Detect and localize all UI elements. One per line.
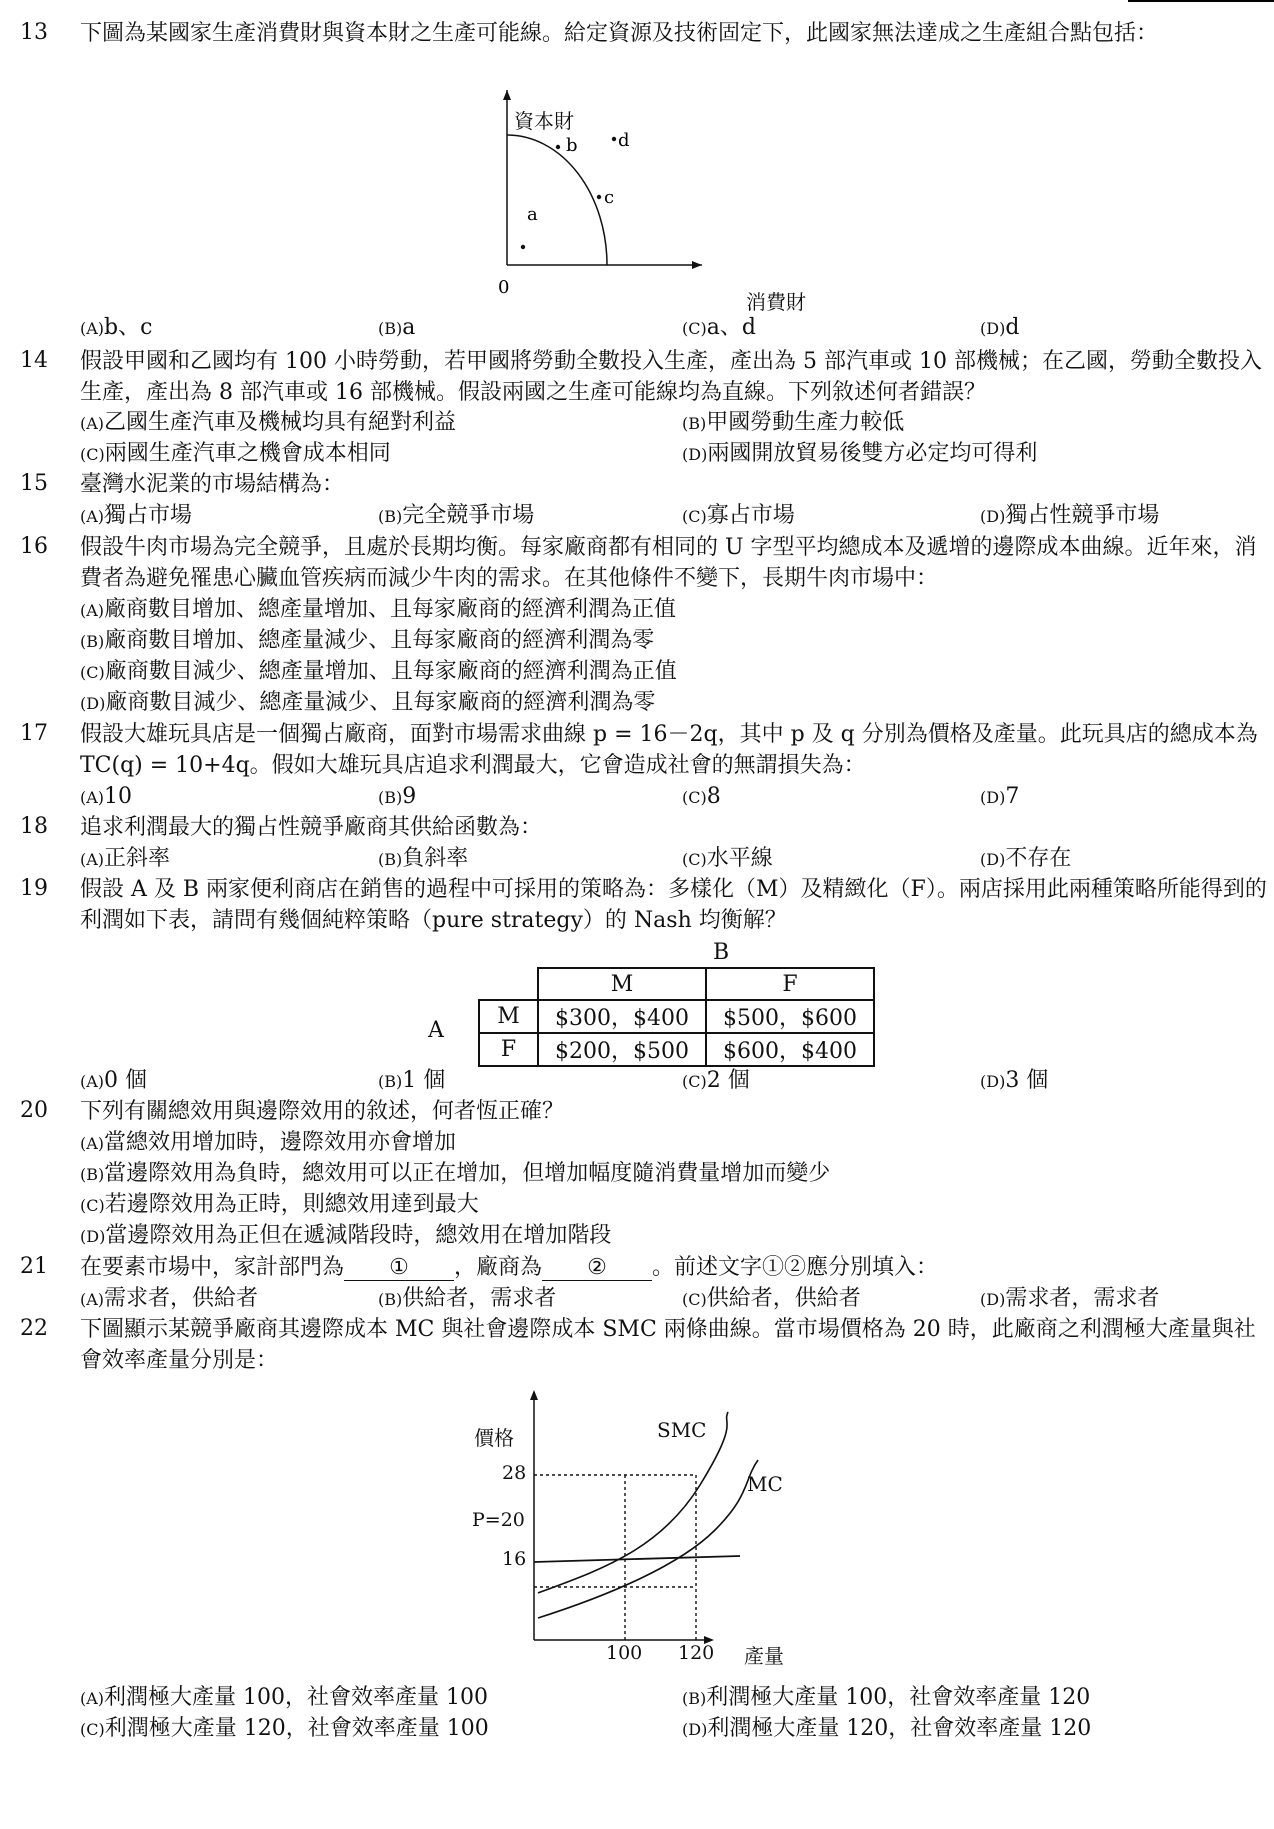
options-14-row1: [80, 407, 1270, 438]
col-header-m: M: [538, 968, 706, 1000]
point-d-label: d: [618, 130, 630, 151]
options-17: [80, 781, 1270, 812]
payoff-cell: $600，$400: [706, 1033, 874, 1066]
question-text: 下列有關總效用與邊際效用的敘述，何者恆正確？: [80, 1099, 565, 1124]
x-axis-arrow: [692, 261, 702, 269]
option-b[interactable]: (B)供給者，需求者: [378, 1286, 557, 1311]
question-text: 下圖為某國家生產消費財與資本財之生產可能線。給定資源及技術固定下，此國家無法達成之生產組合點包括：: [80, 21, 1159, 46]
question-number: 22: [20, 1316, 48, 1341]
point-b-dot: [556, 145, 560, 149]
question-number: 17: [20, 721, 48, 746]
y-tick-16: 16: [502, 1548, 527, 1570]
question-text: 追求利潤最大的獨占性競爭廠商其供給函數為：: [80, 815, 543, 840]
option-d[interactable]: (D)廠商數目減少、總產量減少、且每家廠商的經濟利潤為零: [80, 690, 656, 715]
options-13: [80, 312, 1270, 343]
option-d[interactable]: (D)7: [980, 784, 1020, 809]
options-14-row2: [80, 438, 1270, 469]
option-c[interactable]: (C)水平線: [682, 846, 773, 871]
option-d[interactable]: (D)不存在: [980, 846, 1072, 871]
origin-label: 0: [498, 277, 510, 298]
x-tick-100: 100: [606, 1642, 643, 1664]
option-a[interactable]: (A)正斜率: [80, 846, 171, 871]
options-22-row1: [80, 1682, 1270, 1713]
options-18: [80, 843, 1270, 874]
blank-2: ②: [542, 1256, 652, 1281]
payoff-cell: $200，$500: [538, 1033, 706, 1066]
y-axis-label: 價格: [474, 1426, 514, 1450]
option-c[interactable]: (C)寡占市場: [682, 503, 795, 528]
col-header-f: F: [706, 968, 874, 1000]
question-number: 14: [20, 348, 48, 373]
smc-label: SMC: [657, 1418, 707, 1442]
payoff-cell: $300，$400: [538, 1000, 706, 1033]
option-d[interactable]: (D)當邊際效用為正但在遞減階段時，總效用在增加階段: [80, 1223, 612, 1248]
option-c[interactable]: (C)利潤極大產量 120，社會效率產量 100: [80, 1716, 489, 1741]
question-text: 下圖顯示某競爭廠商其邊際成本 MC 與社會邊際成本 SMC 兩條曲線。當市場價格為 20 時，此廠商之利潤極大產量與社會效率產量分別是：: [80, 1317, 1256, 1373]
option-b[interactable]: (B)a: [378, 315, 416, 340]
mc-curve: [538, 1460, 758, 1618]
column-player-label: B: [713, 940, 730, 965]
option-b[interactable]: (B)負斜率: [378, 846, 469, 871]
question-number: 13: [20, 20, 48, 45]
question-number: 18: [20, 814, 48, 839]
option-c[interactable]: (C)供給者，供給者: [682, 1286, 861, 1311]
question-text: 假設牛肉市場為完全競爭，且處於長期均衡。每家廠商都有相同的 U 字型平均總成本及遞增的邊際成本曲線。近年來，消費者為避免罹患心臟血管疾病而減少牛肉的需求。在其他條件不變下，長期牛肉市場中：: [80, 535, 1257, 591]
option-a[interactable]: (A)10: [80, 784, 133, 809]
options-19: [80, 1065, 1270, 1096]
question-number: 16: [20, 534, 48, 559]
option-b[interactable]: (B)完全競爭市場: [378, 503, 535, 528]
x-axis-label: 產量: [744, 1644, 784, 1668]
point-a-dot: [521, 245, 525, 249]
question-number: 15: [20, 471, 48, 496]
question-number: 21: [20, 1254, 48, 1279]
option-a[interactable]: (A)當總效用增加時，邊際效用亦會增加: [80, 1130, 457, 1155]
option-a[interactable]: (A)乙國生產汽車及機械均具有絕對利益: [80, 410, 457, 435]
corner-cell: [479, 968, 538, 1000]
y-tick-p20: P=20: [472, 1509, 525, 1531]
question-text: 假設甲國和乙國均有 100 小時勞動，若甲國將勞動全數投入生產，產出為 5 部汽車或 10 部機械；在乙國，勞動全數投入生產，產出為 8 部汽車或 16 部機械。假設兩國之生產可能線均為直線。下列敘述何者錯誤？: [80, 349, 1262, 405]
option-a[interactable]: (A)需求者，供給者: [80, 1286, 259, 1311]
option-a[interactable]: (A)廠商數目增加、總產量增加、且每家廠商的經濟利潤為正值: [80, 597, 677, 622]
option-d[interactable]: (D)利潤極大產量 120，社會效率產量 120: [682, 1716, 1092, 1741]
question-text: 假設 A 及 B 兩家便利商店在銷售的過程中可採用的策略為：多樣化（M）及精緻化（F）。兩店採用此兩種策略所能得到的利潤如下表，請問有幾個純粹策略（pure strategy）的 Nash 均衡解？: [80, 877, 1267, 933]
y-axis-label: 資本財: [514, 109, 574, 133]
point-d-dot: [612, 137, 616, 141]
point-c-dot: [597, 195, 601, 199]
x-tick-120: 120: [678, 1642, 715, 1664]
option-d[interactable]: (D)3 個: [980, 1068, 1049, 1093]
point-c-label: c: [604, 187, 615, 208]
option-b[interactable]: (B)利潤極大產量 100，社會效率產量 120: [682, 1685, 1091, 1710]
option-b[interactable]: (B)甲國勞動生產力較低: [682, 410, 905, 435]
option-b[interactable]: (B)廠商數目增加、總產量減少、且每家廠商的經濟利潤為零: [80, 628, 655, 653]
question-text: 在要素市場中，家計部門為 ① ，廠商為 ② 。前述文字①②應分別填入：: [80, 1255, 939, 1280]
table-row: [479, 1033, 874, 1066]
option-a[interactable]: (A)0 個: [80, 1068, 148, 1093]
mc-label: MC: [747, 1472, 783, 1496]
payoff-table: [478, 967, 875, 1067]
blank-1: ①: [344, 1256, 454, 1281]
row-header-f: F: [479, 1033, 538, 1066]
option-d[interactable]: (D)d: [980, 315, 1020, 340]
x-axis-label: 消費財: [746, 290, 806, 314]
question-number: 19: [20, 876, 48, 901]
option-b[interactable]: (B)9: [378, 784, 417, 809]
option-d[interactable]: (D)兩國開放貿易後雙方必定均可得利: [682, 441, 1038, 466]
price-line: [534, 1556, 740, 1562]
y-tick-28: 28: [502, 1462, 527, 1484]
row-header-m: M: [479, 1000, 538, 1033]
option-d[interactable]: (D)獨占性競爭市場: [980, 503, 1160, 528]
question-text: 假設大雄玩具店是一個獨占廠商，面對市場需求曲線 p = 16－2q，其中 p 及 q 分別為價格及產量。此玩具店的總成本為 TC(q) = 10+4q。假如大雄玩具店追求利潤最大，它會造成社會的無謂損失為：: [80, 722, 1258, 778]
point-b-label: b: [566, 135, 578, 156]
option-d[interactable]: (D)需求者，需求者: [980, 1286, 1160, 1311]
option-b[interactable]: (B)當邊際效用為負時，總效用可以正在增加，但增加幅度隨消費量增加而變少: [80, 1161, 831, 1186]
payoff-cell: $500，$600: [706, 1000, 874, 1033]
question-text: 臺灣水泥業的市場結構為：: [80, 472, 345, 497]
row-player-label: A: [428, 1018, 444, 1043]
option-c[interactable]: (C)2 個: [682, 1068, 750, 1093]
top-rule: [1128, 0, 1274, 2]
table-header-row: [479, 968, 874, 1000]
option-c[interactable]: (C)兩國生產汽車之機會成本相同: [80, 441, 391, 466]
y-axis-arrow: [530, 1390, 538, 1400]
option-a[interactable]: (A)利潤極大產量 100，社會效率產量 100: [80, 1685, 489, 1710]
options-22-row2: [80, 1713, 1270, 1744]
option-c[interactable]: (C)廠商數目減少、總產量增加、且每家廠商的經濟利潤為正值: [80, 659, 677, 684]
point-a-label: a: [527, 204, 538, 225]
option-b[interactable]: (B)1 個: [378, 1068, 446, 1093]
option-c[interactable]: (C)若邊際效用為正時，則總效用達到最大: [80, 1192, 479, 1217]
option-a[interactable]: (A)獨占市場: [80, 503, 193, 528]
y-axis-arrow: [503, 90, 511, 100]
option-a[interactable]: (A)b、c: [80, 315, 153, 340]
question-number: 20: [20, 1098, 48, 1123]
option-c[interactable]: (C)8: [682, 784, 721, 809]
option-c[interactable]: (C)a、d: [682, 315, 756, 340]
table-row: [479, 1000, 874, 1033]
options-21: [80, 1283, 1270, 1314]
options-15: [80, 500, 1270, 531]
